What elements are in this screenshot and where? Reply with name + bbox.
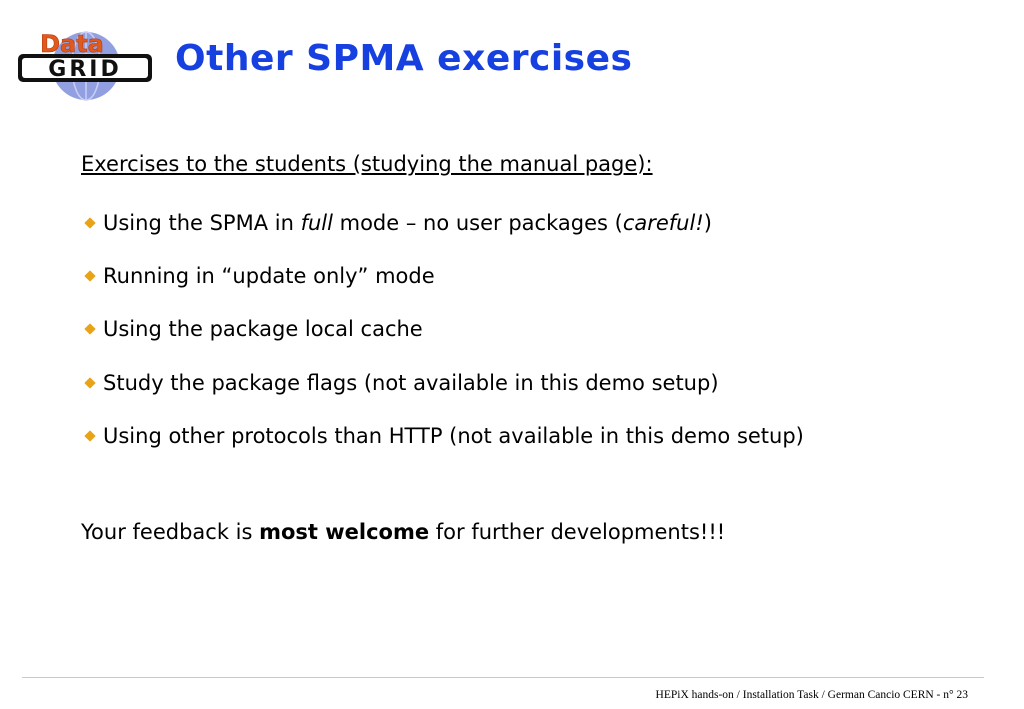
- exercise-text-segment: ): [703, 210, 712, 235]
- diamond-bullet-icon: [84, 377, 95, 388]
- feedback-before: Your feedback is: [81, 520, 260, 544]
- slide-title: Other SPMA exercises: [175, 38, 633, 79]
- feedback-after: for further developments!!!: [429, 520, 726, 544]
- logo-grid-text: GRID: [48, 57, 122, 82]
- exercise-text-segment: Using the package local cache: [103, 317, 423, 342]
- diamond-bullet-icon: [84, 431, 95, 442]
- footer-text: HEPiX hands-on / Installation Task / German Cancio CERN - n° 23: [655, 689, 968, 701]
- exercise-list: [81, 196, 1001, 463]
- exercise-item: [81, 410, 1001, 463]
- exercise-text: [103, 208, 712, 238]
- footer-divider: [22, 677, 984, 678]
- exercise-text-segment: Running in “update only” mode: [103, 264, 435, 289]
- intro-text: Exercises to the students (studying the manual page):: [81, 152, 653, 176]
- exercise-text-segment: mode – no user packages (: [332, 210, 623, 235]
- slide-body: [81, 148, 1001, 463]
- feedback-text: [81, 520, 725, 544]
- exercise-text: [103, 421, 804, 451]
- exercise-item: [81, 303, 1001, 356]
- exercise-text-segment: Using other protocols than HTTP (not available in this demo setup): [103, 424, 804, 449]
- exercise-text: [103, 314, 423, 344]
- exercise-item: [81, 356, 1001, 409]
- exercise-text: [103, 368, 719, 398]
- exercise-text-segment: careful!: [622, 210, 704, 235]
- exercise-text-segment: full: [300, 210, 333, 235]
- exercise-item: [81, 196, 1001, 249]
- feedback-emphasis: most welcome: [259, 520, 430, 544]
- exercise-text: [103, 261, 435, 291]
- datagrid-logo: [16, 28, 156, 104]
- diamond-bullet-icon: [84, 270, 95, 281]
- exercise-item: [81, 249, 1001, 302]
- diamond-bullet-icon: [84, 217, 95, 228]
- diamond-bullet-icon: [84, 324, 95, 335]
- logo-data-text: Data: [40, 30, 104, 58]
- exercise-text-segment: Using the SPMA in: [103, 210, 301, 235]
- exercise-text-segment: Study the package flags (not available in this demo setup): [103, 370, 719, 395]
